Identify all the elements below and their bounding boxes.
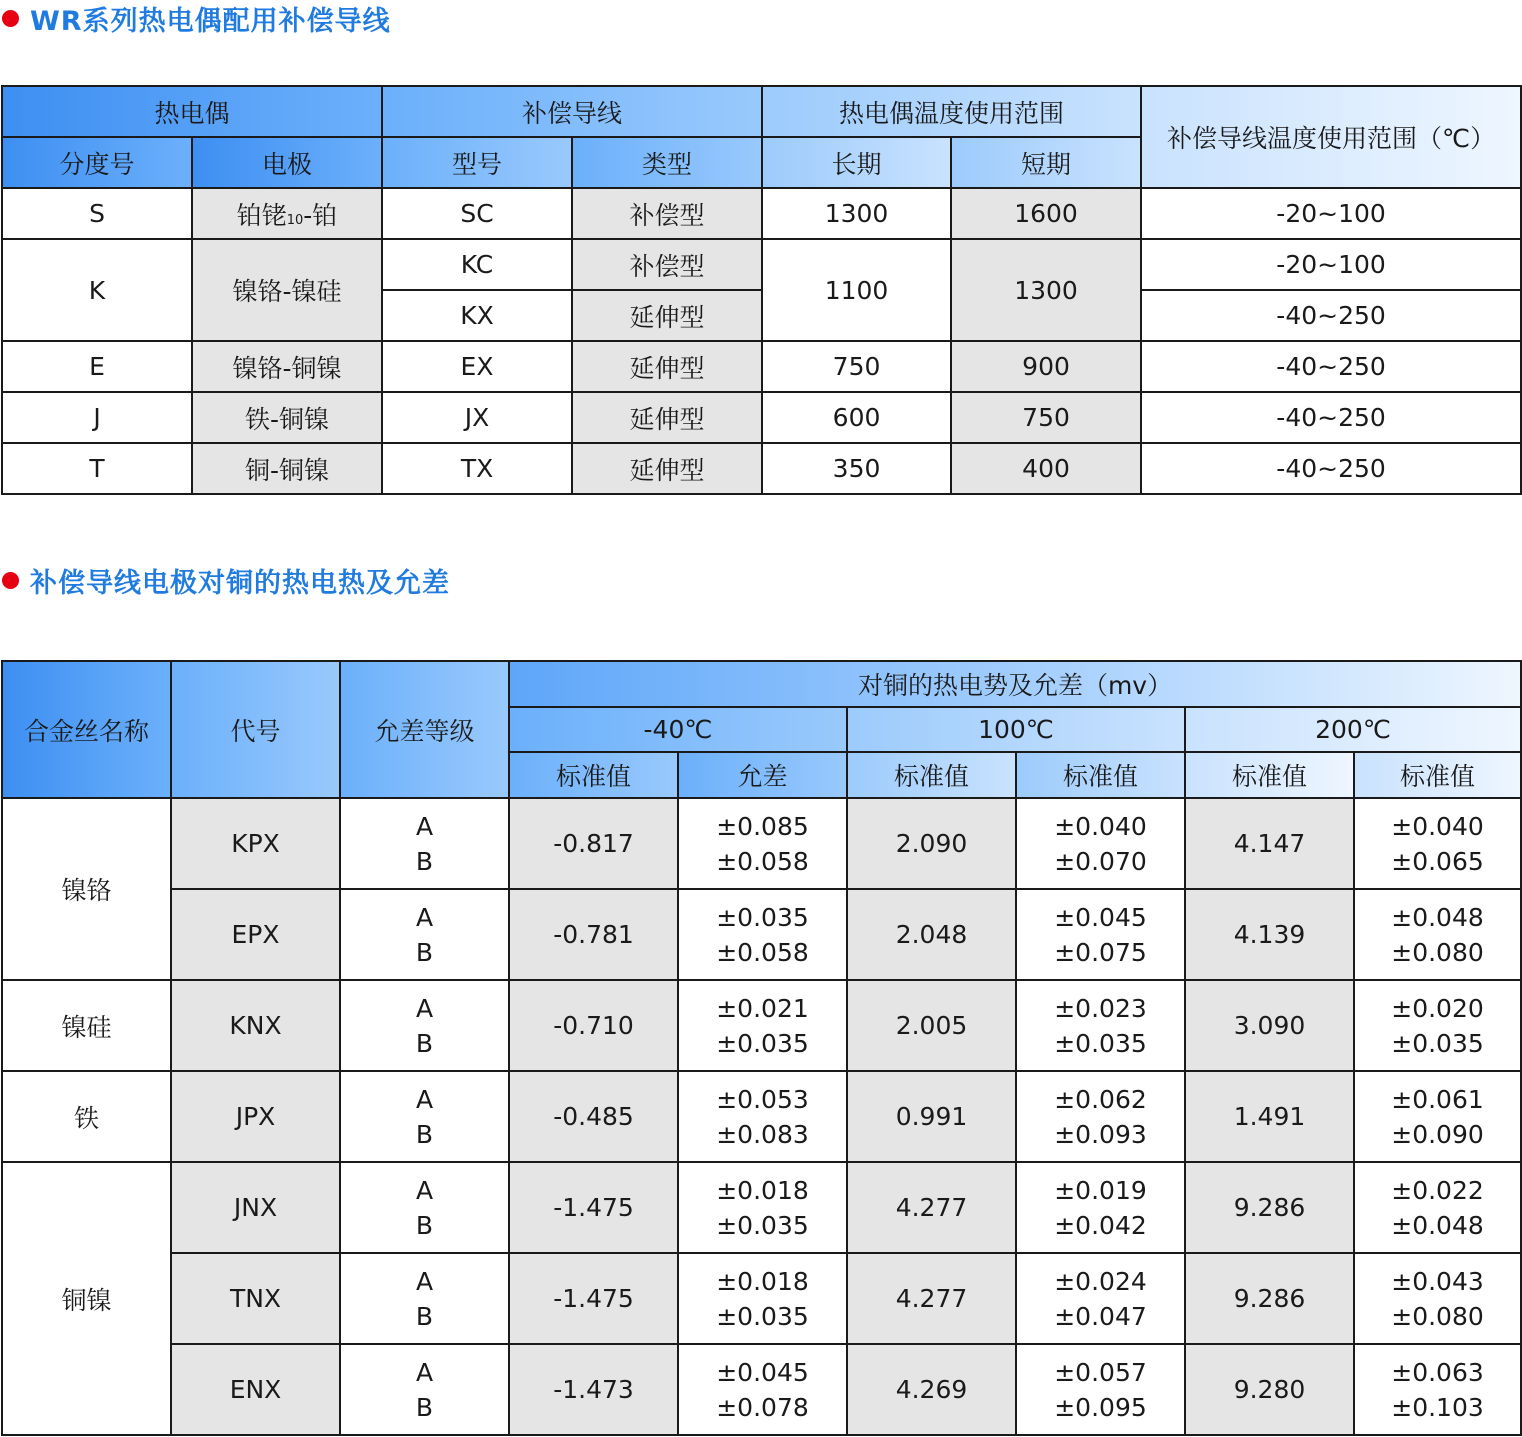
header-emf-group: 对铜的热电势及允差（mv）: [509, 661, 1521, 707]
cell-value: 4.139: [1185, 889, 1354, 980]
cell-tolerance: ±0.021 ±0.035: [678, 980, 847, 1071]
cell-tolerance: ±0.019 ±0.042: [1016, 1162, 1185, 1253]
cell-code: EPX: [171, 889, 340, 980]
cell-grade: J: [2, 392, 192, 443]
header-temp-100: 100℃: [847, 707, 1185, 752]
header-alloy: 合金丝名称: [2, 661, 171, 798]
cell-type: 补偿型: [572, 188, 762, 239]
cell-long: 750: [762, 341, 951, 392]
cell-range: -20~100: [1141, 188, 1521, 239]
cell-grade: A B: [340, 1162, 509, 1253]
cell-tolerance: ±0.085 ±0.058: [678, 798, 847, 889]
table-row: [2, 980, 1521, 1071]
cell-tolerance: ±0.061 ±0.090: [1354, 1071, 1521, 1162]
cell-tolerance: ±0.045 ±0.075: [1016, 889, 1185, 980]
cell-value: 4.269: [847, 1344, 1016, 1435]
subheader-standard: 标准值: [1354, 752, 1521, 798]
cell-grade: K: [2, 239, 192, 341]
cell-long: 1300: [762, 188, 951, 239]
header-grade: 允差等级: [340, 661, 509, 798]
table-row: [2, 1071, 1521, 1162]
header-thermocouple: 热电偶: [2, 86, 382, 137]
cell-value: 1.491: [1185, 1071, 1354, 1162]
cell-tolerance: ±0.045 ±0.078: [678, 1344, 847, 1435]
table-row: [2, 239, 1521, 290]
cell-range: -40~250: [1141, 290, 1521, 341]
cell-value: -0.781: [509, 889, 678, 980]
cell-short: 1600: [951, 188, 1141, 239]
thermoelectric-emf-table: [1, 660, 1522, 1436]
subheader-standard: 标准值: [1185, 752, 1354, 798]
cell-alloy: 铁: [2, 1071, 171, 1162]
cell-electrode: 铁-铜镍: [192, 392, 382, 443]
cell-code: TNX: [171, 1253, 340, 1344]
cell-grade: A B: [340, 1253, 509, 1344]
cell-tolerance: ±0.062 ±0.093: [1016, 1071, 1185, 1162]
cell-long: 1100: [762, 239, 951, 341]
cell-tolerance: ±0.057 ±0.095: [1016, 1344, 1185, 1435]
table-row: [2, 1344, 1521, 1435]
cell-short: 1300: [951, 239, 1141, 341]
section2-title: 补偿导线电极对铜的热电热及允差: [30, 567, 450, 599]
cell-alloy: 铜镍: [2, 1162, 171, 1435]
cell-electrode: 镍铬-铜镍: [192, 341, 382, 392]
subheader-type: 类型: [572, 137, 762, 188]
cell-value: -0.817: [509, 798, 678, 889]
cell-electrode: 铜-铜镍: [192, 443, 382, 494]
cell-type: 延伸型: [572, 443, 762, 494]
cell-value: -1.475: [509, 1253, 678, 1344]
table-row: [2, 889, 1521, 980]
cell-model: EX: [382, 341, 572, 392]
cell-tolerance: ±0.063 ±0.103: [1354, 1344, 1521, 1435]
header-code: 代号: [171, 661, 340, 798]
table-row: [2, 443, 1521, 494]
bullet-icon: [2, 10, 19, 27]
cell-grade: A B: [340, 798, 509, 889]
cell-value: -1.473: [509, 1344, 678, 1435]
cell-grade: A B: [340, 1344, 509, 1435]
cell-range: -40~250: [1141, 443, 1521, 494]
compensation-wire-table: [1, 85, 1522, 495]
subheader-electrode: 电极: [192, 137, 382, 188]
cell-grade: S: [2, 188, 192, 239]
cell-value: 3.090: [1185, 980, 1354, 1071]
cell-tolerance: ±0.040 ±0.065: [1354, 798, 1521, 889]
table-row: [2, 1253, 1521, 1344]
cell-model: SC: [382, 188, 572, 239]
cell-code: JNX: [171, 1162, 340, 1253]
header-thermocouple-range: 热电偶温度使用范围: [762, 86, 1141, 137]
header-temp-minus40: -40℃: [509, 707, 847, 752]
cell-type: 延伸型: [572, 341, 762, 392]
cell-code: KPX: [171, 798, 340, 889]
cell-tolerance: ±0.043 ±0.080: [1354, 1253, 1521, 1344]
cell-model: KX: [382, 290, 572, 341]
cell-value: 2.005: [847, 980, 1016, 1071]
subheader-short-term: 短期: [951, 137, 1141, 188]
cell-tolerance: ±0.022 ±0.048: [1354, 1162, 1521, 1253]
cell-alloy: 镍铬: [2, 798, 171, 980]
cell-tolerance: ±0.020 ±0.035: [1354, 980, 1521, 1071]
cell-grade: A B: [340, 889, 509, 980]
cell-grade: E: [2, 341, 192, 392]
cell-model: JX: [382, 392, 572, 443]
cell-value: 2.048: [847, 889, 1016, 980]
cell-model: KC: [382, 239, 572, 290]
cell-grade: T: [2, 443, 192, 494]
cell-value: 4.277: [847, 1253, 1016, 1344]
cell-value: -0.485: [509, 1071, 678, 1162]
cell-electrode: 铂铑10-铂: [192, 188, 382, 239]
cell-tolerance: ±0.023 ±0.035: [1016, 980, 1185, 1071]
cell-range: -20~100: [1141, 239, 1521, 290]
subheader-standard: 标准值: [847, 752, 1016, 798]
table-row: [2, 341, 1521, 392]
table-row: [2, 188, 1521, 239]
cell-short: 750: [951, 392, 1141, 443]
cell-value: 4.277: [847, 1162, 1016, 1253]
subheader-tolerance: 允差: [678, 752, 847, 798]
subheader-standard: 标准值: [1016, 752, 1185, 798]
section1-heading: [2, 0, 391, 36]
cell-type: 延伸型: [572, 392, 762, 443]
cell-grade: A B: [340, 1071, 509, 1162]
cell-tolerance: ±0.035 ±0.058: [678, 889, 847, 980]
subheader-standard: 标准值: [509, 752, 678, 798]
cell-long: 350: [762, 443, 951, 494]
cell-value: 4.147: [1185, 798, 1354, 889]
cell-tolerance: ±0.018 ±0.035: [678, 1253, 847, 1344]
cell-value: 9.286: [1185, 1253, 1354, 1344]
cell-value: 0.991: [847, 1071, 1016, 1162]
cell-model: TX: [382, 443, 572, 494]
section1-title: WR系列热电偶配用补偿导线: [30, 5, 391, 37]
cell-range: -40~250: [1141, 392, 1521, 443]
cell-grade: A B: [340, 980, 509, 1071]
cell-value: -0.710: [509, 980, 678, 1071]
table-row: [2, 1162, 1521, 1253]
cell-value: 2.090: [847, 798, 1016, 889]
cell-short: 900: [951, 341, 1141, 392]
header-temp-200: 200℃: [1185, 707, 1521, 752]
cell-code: ENX: [171, 1344, 340, 1435]
cell-tolerance: ±0.024 ±0.047: [1016, 1253, 1185, 1344]
cell-long: 600: [762, 392, 951, 443]
table-row: [2, 392, 1521, 443]
subheader-grade: 分度号: [2, 137, 192, 188]
cell-value: 9.286: [1185, 1162, 1354, 1253]
header-compensation-wire: 补偿导线: [382, 86, 762, 137]
cell-tolerance: ±0.048 ±0.080: [1354, 889, 1521, 980]
subheader-model: 型号: [382, 137, 572, 188]
cell-code: KNX: [171, 980, 340, 1071]
cell-value: 9.280: [1185, 1344, 1354, 1435]
cell-value: -1.475: [509, 1162, 678, 1253]
cell-tolerance: ±0.018 ±0.035: [678, 1162, 847, 1253]
cell-short: 400: [951, 443, 1141, 494]
cell-type: 延伸型: [572, 290, 762, 341]
cell-type: 补偿型: [572, 239, 762, 290]
cell-code: JPX: [171, 1071, 340, 1162]
table-row: [2, 798, 1521, 889]
header-wire-range: 补偿导线温度使用范围（℃）: [1141, 86, 1521, 188]
cell-range: -40~250: [1141, 341, 1521, 392]
cell-tolerance: ±0.040 ±0.070: [1016, 798, 1185, 889]
subheader-long-term: 长期: [762, 137, 951, 188]
bullet-icon: [2, 572, 19, 589]
cell-tolerance: ±0.053 ±0.083: [678, 1071, 847, 1162]
section2-heading: [2, 562, 450, 598]
cell-electrode: 镍铬-镍硅: [192, 239, 382, 341]
cell-alloy: 镍硅: [2, 980, 171, 1071]
